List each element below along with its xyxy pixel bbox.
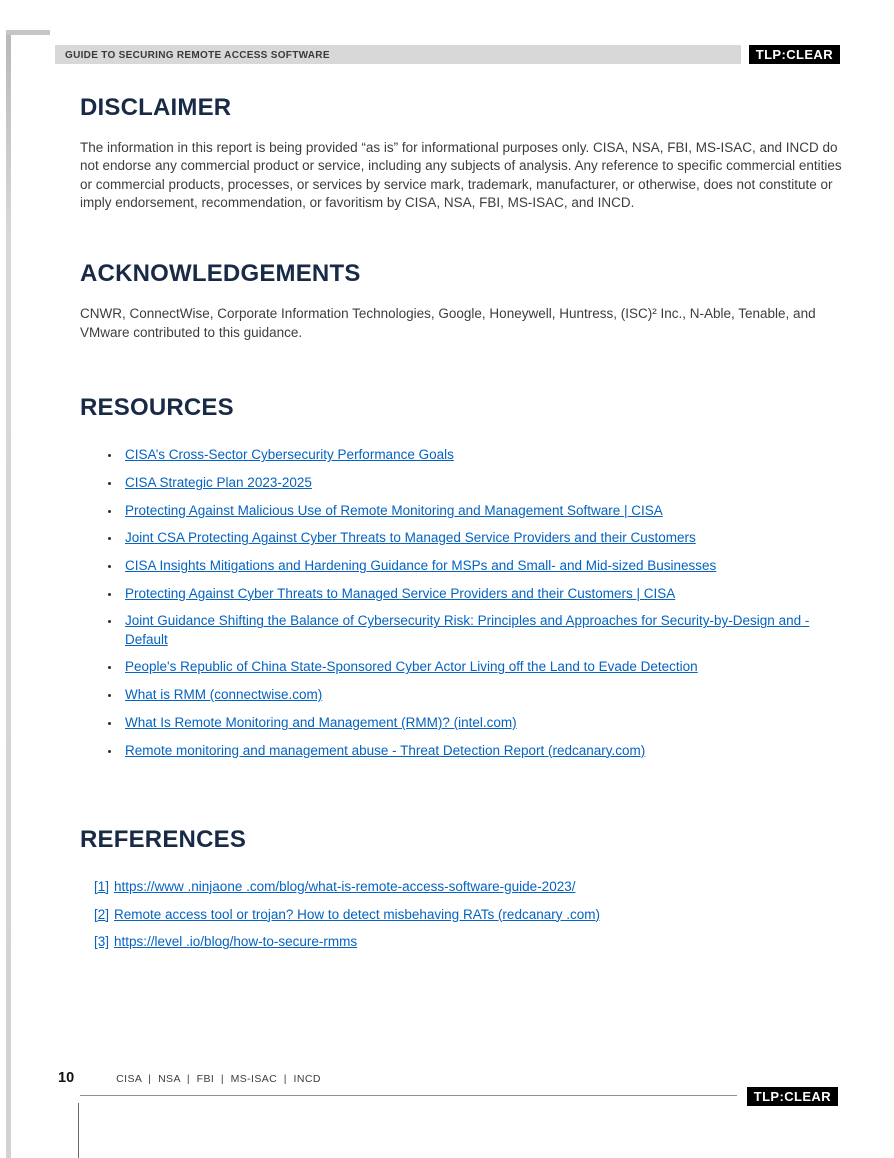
page-edge-shadow [6,34,11,1158]
section-resources [80,394,850,760]
reference-marker[interactable]: [2] [94,906,110,922]
resource-link[interactable]: Protecting Against Malicious Use of Remote Monitoring and Management Software | CISA [125,502,663,518]
list-item [121,714,850,732]
resource-link[interactable]: People's Republic of China State-Sponsored Cyber Actor Living off the Land to Evade Detection [125,659,698,675]
resource-link[interactable]: CISA Insights Mitigations and Hardening Guidance for MSPs and Small- and Mid-sized Businesses [125,558,717,574]
section-references [80,826,850,952]
resource-link[interactable]: What is RMM (connectwise.com) [125,687,323,703]
footer-agencies: CISA | NSA | FBI | MS-ISAC | INCD [116,1073,321,1085]
list-item [121,585,850,603]
acknowledgements-text: CNWR, ConnectWise, Corporate Information Technologies, Google, Honeywell, Huntress, (ISC)² Inc., N-Able, Tenable, and VMware contributed to this guidance. [80,306,816,340]
resource-link[interactable]: CISA Strategic Plan 2023-2025 [125,474,312,490]
references-heading: REFERENCES [80,825,247,853]
resource-link[interactable]: Joint Guidance Shifting the Balance of Cybersecurity Risk: Principles and Approaches for Security-by-Design and -Default [125,613,810,647]
resource-link[interactable]: What Is Remote Monitoring and Management (RMM)? (intel.com) [125,714,517,730]
page-number: 10 [58,1070,75,1086]
list-item [121,658,850,676]
section-acknowledgements [80,260,850,342]
acknowledgements-heading: ACKNOWLEDGEMENTS [80,260,361,288]
reference-item [94,878,850,896]
section-disclaimer [80,94,850,212]
page-header [55,45,840,64]
list-item [121,742,850,760]
resources-list [80,446,850,760]
list-item [121,557,850,575]
list-item [121,529,850,547]
tlp-marking-footer: TLP:CLEAR [747,1087,838,1106]
running-header [55,45,741,64]
reference-marker[interactable]: [3] [94,934,110,950]
running-header-title: GUIDE TO SECURING REMOTE ACCESS SOFTWARE [65,49,330,61]
reference-link[interactable]: https://level .io/blog/how-to-secure-rmms [114,934,358,950]
reference-link[interactable]: Remote access tool or trojan? How to detect misbehaving RATs (redcanary .com) [114,906,600,922]
reference-marker[interactable]: [1] [94,878,110,894]
list-item [121,612,850,648]
resources-heading: RESOURCES [80,394,234,422]
list-item [121,502,850,520]
disclaimer-heading: DISCLAIMER [80,94,232,121]
resource-link[interactable]: Joint CSA Protecting Against Cyber Threats to Managed Service Providers and their Customers [125,530,696,546]
footer-rule [80,1095,737,1096]
reference-item [94,933,850,951]
reference-item [94,906,850,924]
references-list [80,878,850,952]
resource-link[interactable]: Remote monitoring and management abuse - Threat Detection Report (redcanary.com) [125,742,646,758]
list-item [121,474,850,492]
page-corner-shadow [6,30,50,35]
reference-link[interactable]: https://www .ninjaone .com/blog/what-is-remote-access-software-guide-2023/ [114,878,576,894]
footer-row [0,1070,894,1086]
resource-link[interactable]: CISA’s Cross-Sector Cybersecurity Performance Goals [125,447,454,463]
resource-link[interactable]: Protecting Against Cyber Threats to Managed Service Providers and their Customers | CISA [125,585,676,601]
list-item [121,446,850,464]
page-margin-tick [78,1103,79,1158]
disclaimer-text: The information in this report is being provided “as is” for informational purposes only. CISA, NSA, FBI, MS-ISAC, and INCD do not endorse any commercial product or service, including any subjects of analysis. Any reference to specific commercial entities or commercial products, processes, or services by service mark, trademark, manufacturer, or otherwise, does not constitute or imply endorsement, recommendation, or favoritism by CISA, NSA, FBI, MS-ISAC, and INCD. [80,140,842,211]
page-footer [0,1070,894,1104]
tlp-marking-header: TLP:CLEAR [749,45,840,64]
list-item [121,686,850,704]
